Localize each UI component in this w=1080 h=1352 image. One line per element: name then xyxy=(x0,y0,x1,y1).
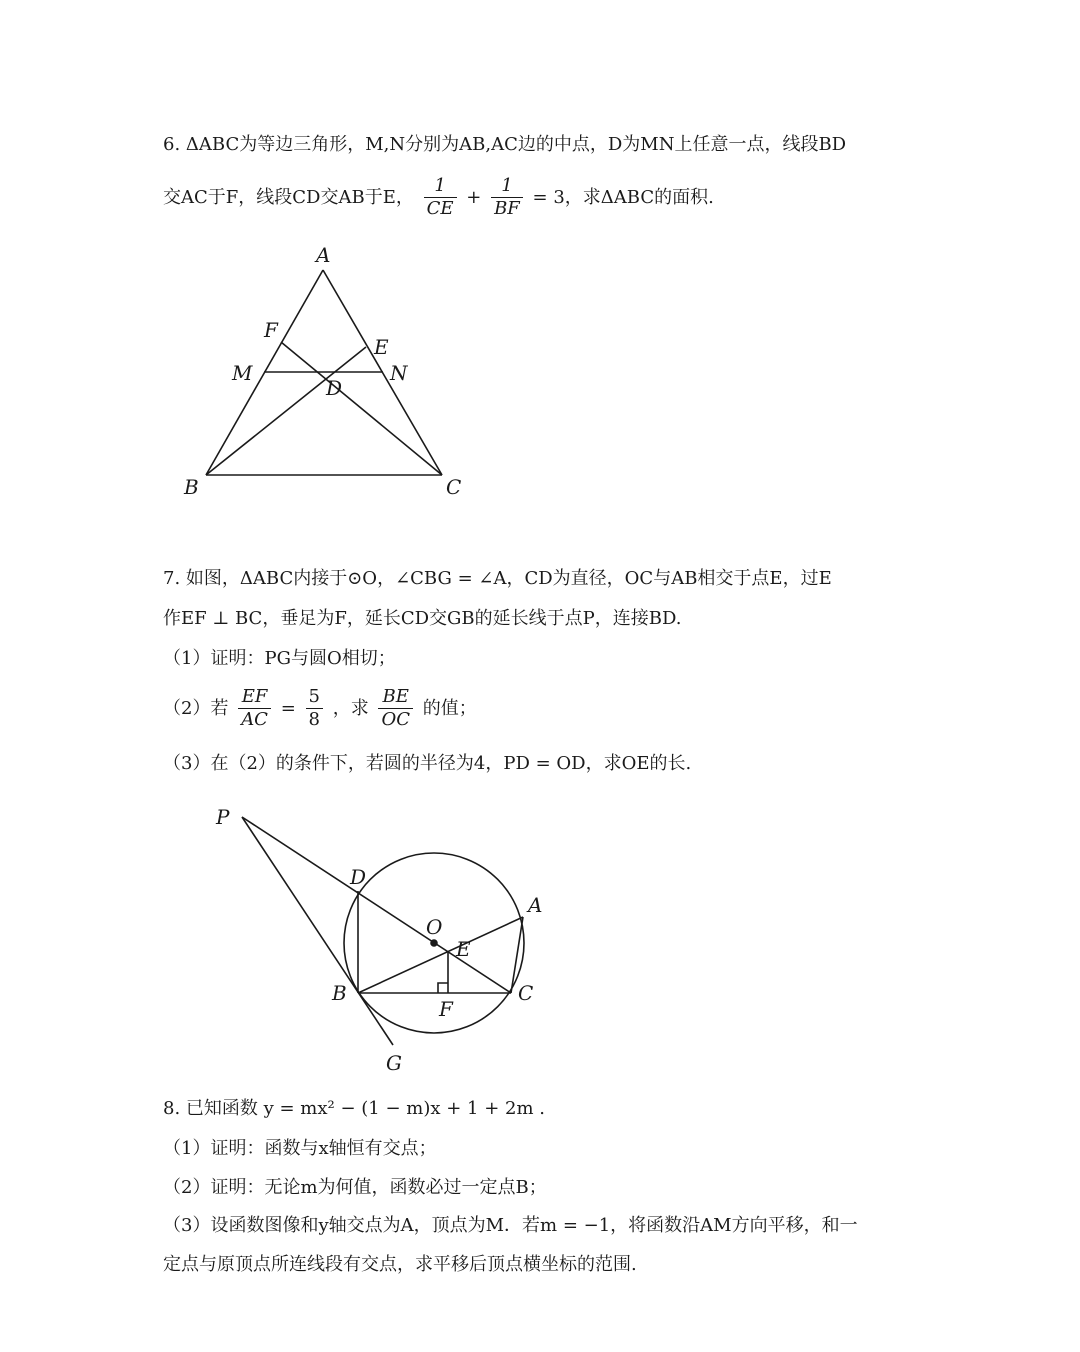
point-o xyxy=(431,940,437,946)
label-f: F xyxy=(264,318,278,342)
fraction-numerator: 1 xyxy=(491,175,523,198)
problem-8-question-3-line-2: 定点与原顶点所连线段有交点，求平移后顶点横坐标的范围. xyxy=(163,1254,637,1275)
problem-6-line-2 xyxy=(163,175,714,220)
label-b: B xyxy=(332,981,347,1005)
fraction-denominator: CE xyxy=(426,198,454,219)
problem-7-line-2: 作EF ⊥ BC，垂足为F，延长CD交GB的延长线于点P，连接BD. xyxy=(163,608,682,629)
label-b: B xyxy=(184,475,199,499)
segment-fc xyxy=(281,342,442,475)
fraction-be-over-oc xyxy=(378,686,413,731)
label-f: F xyxy=(439,997,453,1021)
q2-post: 的值； xyxy=(422,697,477,719)
label-n: N xyxy=(390,361,408,385)
problem-7-question-1: （1）证明：PG与圆O相切； xyxy=(163,648,396,669)
fraction-denominator: OC xyxy=(381,709,410,730)
plus-sign: + xyxy=(466,186,482,208)
fraction-numerator: BE xyxy=(378,686,413,709)
problem-8-question-2: （2）证明：无论m为何值，函数必过一定点B； xyxy=(163,1177,547,1198)
segment-pg xyxy=(242,817,393,1045)
q2-mid: ，求 xyxy=(332,697,369,719)
label-d: D xyxy=(326,376,343,400)
problem-7-figure xyxy=(200,800,560,1080)
label-p: P xyxy=(216,805,230,829)
problem-8-line-1: 8. 已知函数 y = mx² − (1 − m)x + 1 + 2m . xyxy=(163,1098,545,1119)
problem-6-figure xyxy=(170,240,480,510)
fraction-1-over-bf xyxy=(491,175,523,220)
label-e: E xyxy=(456,937,471,961)
label-c: C xyxy=(446,475,462,499)
label-d: D xyxy=(350,865,367,889)
segment-pc xyxy=(242,817,511,993)
label-e: E xyxy=(374,335,389,359)
problem-7-question-2 xyxy=(163,686,477,731)
problem-6-line-2-pre: 交AC于F，线段CD交AB于E， xyxy=(163,186,414,208)
fraction-denominator: 8 xyxy=(308,709,320,730)
fraction-1-over-ce xyxy=(424,175,457,220)
label-c: C xyxy=(518,981,534,1005)
fraction-denominator: BF xyxy=(494,198,520,219)
label-o: O xyxy=(426,915,443,939)
fraction-numerator: 5 xyxy=(306,686,323,709)
problem-8-question-1: （1）证明：函数与x轴恒有交点； xyxy=(163,1138,437,1159)
problem-6-line-2-post: = 3，求ΔABC的面积. xyxy=(532,186,714,208)
q2-pre: （2）若 xyxy=(163,697,229,719)
label-a: A xyxy=(528,893,543,917)
problem-8-question-3-line-1: （3）设函数图像和y轴交点为A，顶点为M．若m = −1，将函数沿AM方向平移，和一 xyxy=(163,1215,858,1236)
fraction-denominator: AC xyxy=(241,709,268,730)
segment-be xyxy=(206,347,366,475)
problem-7-question-3: （3）在（2）的条件下，若圆的半径为4，PD = OD，求OE的长. xyxy=(163,753,692,774)
right-angle-mark xyxy=(438,983,448,993)
fraction-numerator: 1 xyxy=(424,175,457,198)
equals-sign: = xyxy=(280,697,296,719)
problem-6-line-1: 6. ΔABC为等边三角形，M,N分别为AB,AC边的中点，D为MN上任意一点，线段BD xyxy=(163,134,847,155)
label-m: M xyxy=(232,361,253,385)
fraction-5-over-8 xyxy=(306,686,323,731)
fraction-ef-over-ac xyxy=(238,686,271,731)
label-g: G xyxy=(386,1051,402,1075)
label-a: A xyxy=(316,243,331,267)
problem-7-line-1: 7. 如图，ΔABC内接于⊙O，∠CBG = ∠A，CD为直径，OC与AB相交于点E，过E xyxy=(163,568,832,589)
fraction-numerator: EF xyxy=(238,686,271,709)
